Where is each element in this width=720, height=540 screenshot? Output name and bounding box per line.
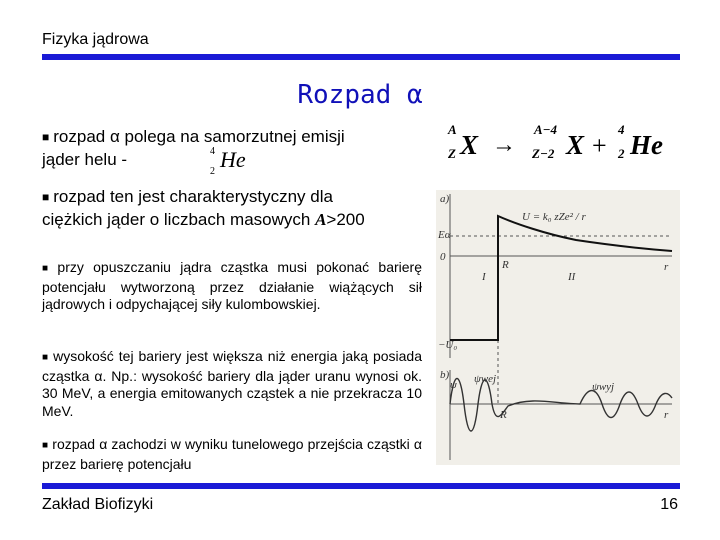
- bullet-marker: ■: [42, 352, 50, 363]
- zero-label: 0: [440, 251, 446, 263]
- daughter-atomic-number: Z−2: [532, 146, 555, 161]
- header-divider: [42, 54, 680, 60]
- coulomb-formula-label: U = k₀ zZe² / r: [522, 211, 586, 223]
- bullet-5-text: rozpad α zachodzi w wyniku tunelowego przejścia cząstki α przez barierę potencjału: [42, 436, 422, 472]
- psi-outside-label: ψwyj: [592, 381, 615, 393]
- helium-charge: 2: [210, 166, 215, 177]
- bullet-3: [42, 259, 422, 314]
- alpha-symbol: He: [630, 130, 663, 160]
- parent-mass-number: A: [448, 122, 457, 137]
- decay-arrow: →: [492, 132, 516, 158]
- region-one-label: I: [482, 271, 486, 283]
- helium-mass: 4: [210, 146, 215, 157]
- alpha-mass-number: 4: [618, 122, 625, 137]
- well-depth-label: −U₀: [438, 339, 458, 351]
- parent-atomic-number: Z: [448, 146, 456, 161]
- footer-divider: [42, 483, 680, 489]
- bullet-5: [42, 436, 422, 473]
- bullet-1-line2: jąder helu -: [42, 150, 128, 169]
- parent-symbol: X: [460, 130, 479, 160]
- figure-background: [436, 190, 680, 465]
- bullet-3-text: przy opuszczaniu jądra cząstka musi pokonać barierę potencjału wytworzoną przez działanie wiążących sił jądrowych i odpychającej siły kulombowskiej.: [42, 259, 422, 312]
- alpha-atomic-number: 2: [618, 146, 625, 161]
- panel-a-label: a): [440, 193, 450, 205]
- alpha-energy-label: Eα: [438, 229, 451, 241]
- bullet-marker: ■: [42, 130, 50, 144]
- bullet-2-line1: rozpad ten jest charakterystyczny dla: [53, 187, 333, 206]
- psi-inside-label: ψwej: [474, 373, 497, 385]
- mass-number-condition: >200: [326, 210, 365, 229]
- bullet-marker: ■: [42, 440, 49, 451]
- bullet-2: [42, 186, 422, 231]
- bullet-1-line1: rozpad α polega na samorzutnej emisji: [53, 127, 345, 146]
- page-number: 16: [660, 496, 678, 513]
- daughter-symbol: X: [566, 130, 585, 160]
- radius-label-upper: R: [502, 259, 509, 271]
- psi-axis-label: ψ: [450, 379, 457, 391]
- bullet-2-line2: ciężkich jąder o liczbach masowych: [42, 210, 311, 229]
- bullet-marker: ■: [42, 190, 50, 204]
- potential-barrier-figure: [436, 190, 680, 465]
- plus-sign: +: [592, 131, 607, 160]
- slide-title: Rozpad α: [297, 80, 423, 110]
- footer-department: Zakład Biofizyki: [42, 496, 154, 513]
- helium-letters: He: [220, 147, 246, 172]
- alpha-decay-formula: [446, 122, 682, 166]
- radius-label-lower: R: [500, 409, 507, 421]
- bullet-marker: ■: [42, 263, 54, 274]
- r-axis-label-upper: r: [664, 261, 669, 273]
- mass-number-variable: A: [315, 210, 327, 229]
- bullet-4-text: wysokość tej bariery jest większa niż energia jaką posiada cząstka α. Np.: wysokość bariery dla jąder uranu wynosi ok. 30 MeV, a energia emitowanych cząstek a nie przekracza 10 MeV.: [42, 348, 423, 419]
- bullet-4: [42, 348, 422, 420]
- header-title: Fizyka jądrowa: [42, 31, 149, 48]
- region-two-label: II: [568, 271, 576, 283]
- panel-b-label: b): [440, 369, 450, 381]
- daughter-mass-number: A−4: [534, 122, 558, 137]
- r-axis-label-lower: r: [664, 409, 669, 421]
